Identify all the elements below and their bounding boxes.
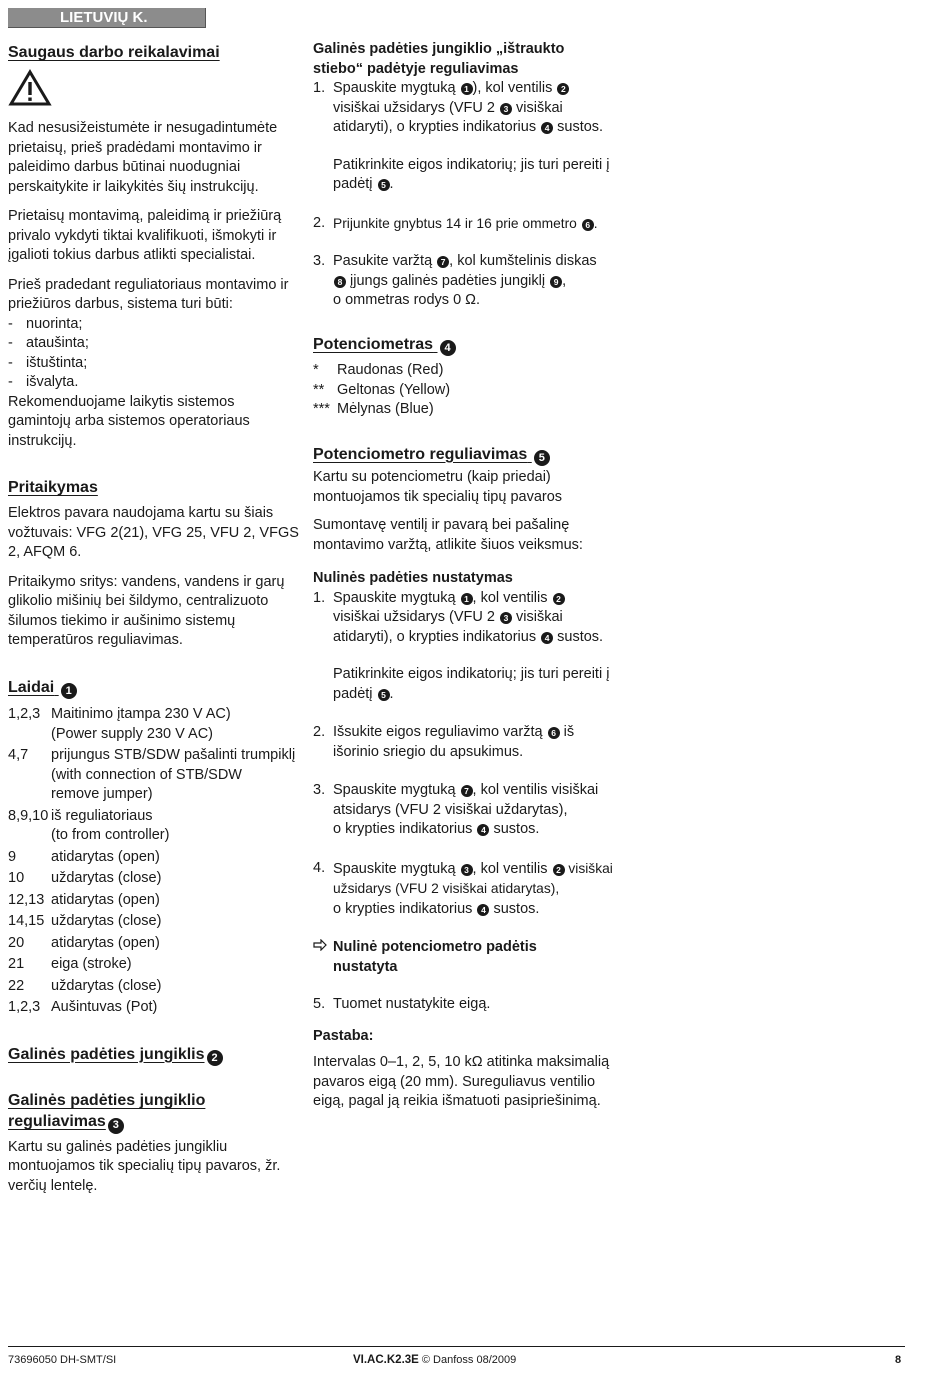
- wiring-code: 14,15: [8, 913, 45, 929]
- step-text-part: Spauskite mygtuką: [333, 782, 460, 798]
- step-text-part: Spauskite mygtuką: [333, 589, 460, 606]
- safety-paragraph-1: Kad nesusižeistumėte ir nesugadintumėte prietaisų, prieš pradėdami montavimo ir paleidimo darbus būtinai nuodugniai perskaitykite ir laikykitės šių instrukcijų.: [8, 120, 278, 195]
- limit-switch-adj-paragraph: Kartu su galinės padėties jungikliu montuojamos tik specialių tipų pavaros, žr. verčių lentelę.: [8, 1138, 281, 1194]
- result-text: [333, 938, 537, 977]
- step-number: 3.: [313, 782, 326, 798]
- step-text-part: , kol ventilis visiškai atsidarys (VFU 2 visiškai uždarytas),: [333, 782, 599, 818]
- step-text-part: visiškai atidaryti), o krypties indikatorius: [333, 609, 563, 645]
- list-item: [313, 400, 613, 420]
- step-text-part: Išsukite eigos reguliavimo varžtą: [333, 724, 547, 740]
- footer-divider: [8, 1346, 905, 1347]
- wiring-title: [8, 677, 300, 700]
- wiring-code: 4,7: [8, 747, 29, 763]
- left-column: [8, 38, 300, 1196]
- wiring-description-line: eiga (stroke): [51, 956, 132, 972]
- table-row: [8, 977, 300, 997]
- wiring-description: [51, 869, 300, 889]
- language-header: LIETUVIŲ K.: [8, 8, 206, 28]
- list-item: [313, 589, 613, 705]
- legend-label: Mėlynas (Blue): [337, 401, 434, 417]
- safety-title: Saugaus darbo reikalavimai: [8, 44, 220, 61]
- list-item: [313, 361, 613, 381]
- footer-doc-id: VI.AC.K2.3E: [353, 1354, 419, 1366]
- wiring-code: 22: [8, 977, 25, 994]
- list-item: [313, 214, 613, 234]
- list-item: [313, 859, 613, 920]
- step-note: [333, 665, 613, 704]
- step-text-part: sustos.: [489, 900, 540, 917]
- wiring-description: [51, 746, 300, 805]
- retracted-steps: [313, 79, 613, 311]
- wiring-description-line: atidarytas (open): [51, 934, 160, 951]
- wiring-description-line: atidarytas (open): [51, 848, 160, 865]
- step-text-part: , kol ventilis: [472, 860, 552, 877]
- wiring-description-line: uždarytas (close): [51, 913, 162, 929]
- safety-paragraph-4: Rekomenduojame laikytis sistemos gamintojų arba sistemos operatoriaus instrukcijų.: [8, 393, 250, 449]
- list-item: [313, 381, 613, 401]
- step-text-part: sustos.: [553, 628, 604, 645]
- list-item: - ištuštinta;: [8, 354, 300, 374]
- retracted-title: Galinės padėties jungiklio „ištraukto stiebo“ padėtyje reguliavimas: [313, 41, 565, 77]
- badge-2-icon: 2: [207, 1050, 223, 1066]
- right-column: [313, 38, 613, 1112]
- arrow-right-icon: [313, 938, 333, 977]
- list-item: [313, 79, 613, 195]
- application-paragraph-1: Elektros pavara naudojama kartu su šiais vožtuvais: VFG 2(21), VFG 25, VFU 2, VFGS 2, AFQM 6.: [8, 505, 299, 560]
- badge-1-icon: 1: [461, 593, 473, 605]
- badge-6-icon: 6: [548, 727, 560, 739]
- wiring-code: 1,2,3: [8, 999, 41, 1015]
- list-item: - nuorinta;: [8, 315, 300, 335]
- list-item: [313, 781, 613, 840]
- step-text-part: visiškai atidaryti), o krypties indikatorius: [333, 99, 563, 135]
- limit-switch-adj-title: [8, 1090, 300, 1134]
- badge-3-icon: 3: [500, 103, 512, 115]
- badge-9-icon: 9: [550, 276, 562, 288]
- step-note: [333, 156, 613, 195]
- step-text-part: Patikrinkite eigos indikatorių; jis turi pereiti į padėtį: [333, 666, 610, 702]
- badge-3-icon: 3: [461, 864, 473, 876]
- step-text: [333, 214, 613, 234]
- step-text: [333, 723, 613, 762]
- step-text: [333, 252, 613, 311]
- safety-checklist: [8, 315, 300, 393]
- step-text-part: o krypties indikatorius: [333, 821, 477, 837]
- pot-adj-title: [313, 444, 613, 467]
- wiring-description-line: uždarytas (close): [51, 870, 162, 886]
- wiring-description: [51, 912, 300, 932]
- step-text-part: Patikrinkite eigos indikatorių; jis turi pereiti į padėtį: [333, 156, 610, 192]
- step-number: 2.: [313, 724, 326, 740]
- table-row: [8, 955, 300, 975]
- wiring-description: [51, 891, 300, 911]
- step-text: [333, 859, 613, 920]
- wiring-description: [51, 934, 300, 954]
- step-text-part: o krypties indikatorius: [333, 900, 477, 917]
- legend-label: Geltonas (Yellow): [337, 381, 451, 398]
- table-row: [8, 912, 300, 932]
- wiring-description-line: (with connection of STB/SDW: [51, 766, 242, 783]
- zero-title: Nulinės padėties nustatymas: [313, 570, 513, 586]
- list-item: [313, 723, 613, 762]
- step-number: 5.: [313, 996, 326, 1012]
- step-text-part: o ommetras rodys 0 Ω.: [333, 292, 481, 308]
- step-text: [333, 79, 613, 195]
- wiring-description-line: (to from controller): [51, 827, 170, 843]
- wiring-code: 1,2,3: [8, 706, 41, 722]
- step-text: [333, 589, 613, 705]
- legend-label: Raudonas (Red): [337, 362, 444, 378]
- list-item: - išvalyta.: [8, 373, 300, 393]
- step-text-part: iš išorinio sriegio du apsukimus.: [333, 724, 575, 760]
- table-row: [8, 891, 300, 911]
- step-text-part: Spauskite mygtuką: [333, 80, 460, 96]
- wiring-code: 12,13: [8, 891, 45, 908]
- step-number: 1.: [313, 80, 326, 96]
- result-text-l1: Nulinė potenciometro padėtis: [333, 939, 537, 955]
- badge-4-icon: 4: [541, 632, 553, 644]
- wiring-description: [51, 705, 300, 744]
- list-item: [313, 995, 613, 1015]
- step-number: 1.: [313, 589, 326, 606]
- table-row: [8, 807, 300, 846]
- footer-copyright: © Danfoss 08/2009: [421, 1354, 517, 1366]
- table-row: [8, 869, 300, 889]
- table-row: [8, 934, 300, 954]
- badge-1-icon: 1: [61, 683, 77, 699]
- note-title: Pastaba:: [313, 1027, 374, 1044]
- step-text-part: sustos.: [489, 821, 540, 837]
- wiring-table: [8, 705, 300, 1018]
- note-paragraph: Intervalas 0–1, 2, 5, 10 kΩ atitinka maksimalią pavaros eigą (20 mm). Sureguliavus ventilio eigą, pagal ją reikia išmatuoti pasipriešinimą.: [313, 1054, 610, 1109]
- wiring-description-line: Maitinimo įtampa 230 V AC): [51, 706, 231, 722]
- step-text-part: .: [593, 215, 598, 231]
- table-row: [8, 705, 300, 744]
- step-text-part: ), kol ventilis: [472, 80, 557, 96]
- legend-mark: *: [313, 362, 319, 378]
- legend-mark: ***: [313, 401, 330, 417]
- wiring-description-line: uždarytas (close): [51, 977, 162, 994]
- wiring-description: [51, 977, 300, 997]
- final-step: [313, 995, 613, 1015]
- badge-6-icon: 6: [582, 219, 594, 231]
- step-number: 3.: [313, 253, 326, 269]
- badge-4-icon: 4: [477, 904, 489, 916]
- badge-3-icon: 3: [500, 612, 512, 624]
- list-item: - ataušinta;: [8, 334, 300, 354]
- limit-switch-adj-title-l1: Galinės padėties jungiklio: [8, 1092, 206, 1109]
- wiring-description: [51, 955, 300, 975]
- wiring-code: 8,9,10: [8, 807, 49, 824]
- step-text-part: .: [389, 176, 394, 192]
- wiring-code: 20: [8, 934, 25, 951]
- pot-adj-paragraph-2: Sumontavę ventilį ir pavarą bei pašalinę montavimo varžtą, atlikite šiuos veiksmus:: [313, 517, 583, 553]
- pot-adj-paragraph-1: Kartu su potenciometru (kaip priedai) montuojamos tik specialių tipų pavaros: [313, 469, 563, 505]
- step-text-part: visiškai užsidarys (VFU 2 visiškai atidarytas),: [333, 860, 613, 896]
- legend-mark: **: [313, 381, 325, 398]
- limit-switch-adj-title-l2: reguliavimas: [8, 1113, 106, 1130]
- wiring-code: 9: [8, 848, 17, 865]
- badge-5-icon: 5: [378, 689, 390, 701]
- step-text-part: , kol ventilis: [472, 589, 552, 606]
- limit-switch-title-text: Galinės padėties jungiklis: [8, 1045, 205, 1063]
- step-text-part: įjungs galinės padėties jungiklį: [346, 272, 550, 289]
- badge-1-icon: 1: [461, 83, 473, 95]
- warning-triangle-icon: [8, 69, 52, 107]
- table-row: [8, 998, 300, 1018]
- wiring-description-line: remove jumper): [51, 786, 153, 802]
- wiring-title-text: Laidai: [8, 678, 55, 696]
- potentiometer-legend: [313, 361, 613, 420]
- wiring-code: 21: [8, 956, 25, 972]
- step-text-part: Spauskite mygtuką: [333, 860, 460, 877]
- badge-2-icon: 2: [553, 864, 565, 876]
- step-text: Tuomet nustatykite eigą.: [333, 996, 491, 1012]
- badge-8-icon: 8: [334, 276, 346, 288]
- badge-7-icon: 7: [437, 256, 449, 268]
- potentiometer-title: [313, 334, 613, 357]
- badge-7-icon: 7: [461, 785, 473, 797]
- wiring-description-line: prijungus STB/SDW pašalinti trumpiklį: [51, 747, 296, 763]
- badge-4-icon: 4: [440, 340, 456, 356]
- wiring-description-line: iš reguliatoriaus: [51, 807, 153, 824]
- step-text-part: , kol kumštelinis diskas: [449, 253, 597, 269]
- wiring-description-line: atidarytas (open): [51, 891, 160, 908]
- table-row: [8, 848, 300, 868]
- step-number: 4.: [313, 859, 326, 876]
- pot-adj-title-text: Potenciometro reguliavimas: [313, 445, 528, 463]
- step-text-part: sustos.: [553, 119, 604, 135]
- application-paragraph-2: Pritaikymo sritys: vandens, vandens ir garų glikolio mišinių bei šildymo, centralizuoto šilumos tiekimo ir aušinimo sistemų temperatūros reguliavimas.: [8, 573, 285, 648]
- page-number: 8: [895, 1354, 902, 1366]
- list-item: [313, 252, 613, 311]
- wiring-description: [51, 998, 300, 1018]
- wiring-description: [51, 807, 300, 846]
- result-text-l2: nustatyta: [333, 958, 398, 975]
- wiring-description-line: (Power supply 230 V AC): [51, 725, 213, 742]
- safety-paragraph-3: Prieš pradedant reguliatoriaus montavimo ir priežiūros darbus, sistema turi būti:: [8, 276, 289, 312]
- step-text-part: visiškai užsidarys (VFU 2: [333, 609, 499, 625]
- wiring-description: [51, 848, 300, 868]
- potentiometer-title-text: Potenciometras: [313, 335, 434, 353]
- zero-steps: [313, 589, 613, 920]
- table-row: [8, 746, 300, 805]
- step-text-part: ,: [562, 272, 567, 289]
- badge-4-icon: 4: [541, 122, 553, 134]
- step-text-part: .: [389, 685, 394, 702]
- wiring-description-line: Aušintuvas (Pot): [51, 999, 158, 1015]
- step-text: [333, 781, 613, 840]
- badge-5-icon: 5: [534, 450, 550, 466]
- limit-switch-title: [8, 1044, 300, 1067]
- footer-code: 73696050 DH-SMT/SI: [8, 1354, 117, 1366]
- result-line: [313, 938, 613, 977]
- badge-2-icon: 2: [553, 593, 565, 605]
- step-text-part: Prijunkite gnybtus 14 ir 16 prie ommetro: [333, 215, 581, 231]
- badge-2-icon: 2: [557, 83, 569, 95]
- safety-paragraph-2: Prietaisų montavimą, paleidimą ir priežiūrą privalo vykdyti tiktai kvalifikuoti, išmokyti ir įgalioti tokius darbus atlikti specialistai.: [8, 208, 282, 263]
- step-text-part: visiškai užsidarys (VFU 2: [333, 99, 499, 116]
- application-title: Pritaikymas: [8, 479, 98, 496]
- badge-4-icon: 4: [477, 824, 489, 836]
- footer-doc: [353, 1354, 516, 1366]
- wiring-code: 10: [8, 870, 25, 886]
- badge-3-icon: 3: [108, 1118, 124, 1134]
- badge-5-icon: 5: [378, 179, 390, 191]
- step-number: 2.: [313, 214, 326, 231]
- step-text-part: Pasukite varžtą: [333, 253, 437, 269]
